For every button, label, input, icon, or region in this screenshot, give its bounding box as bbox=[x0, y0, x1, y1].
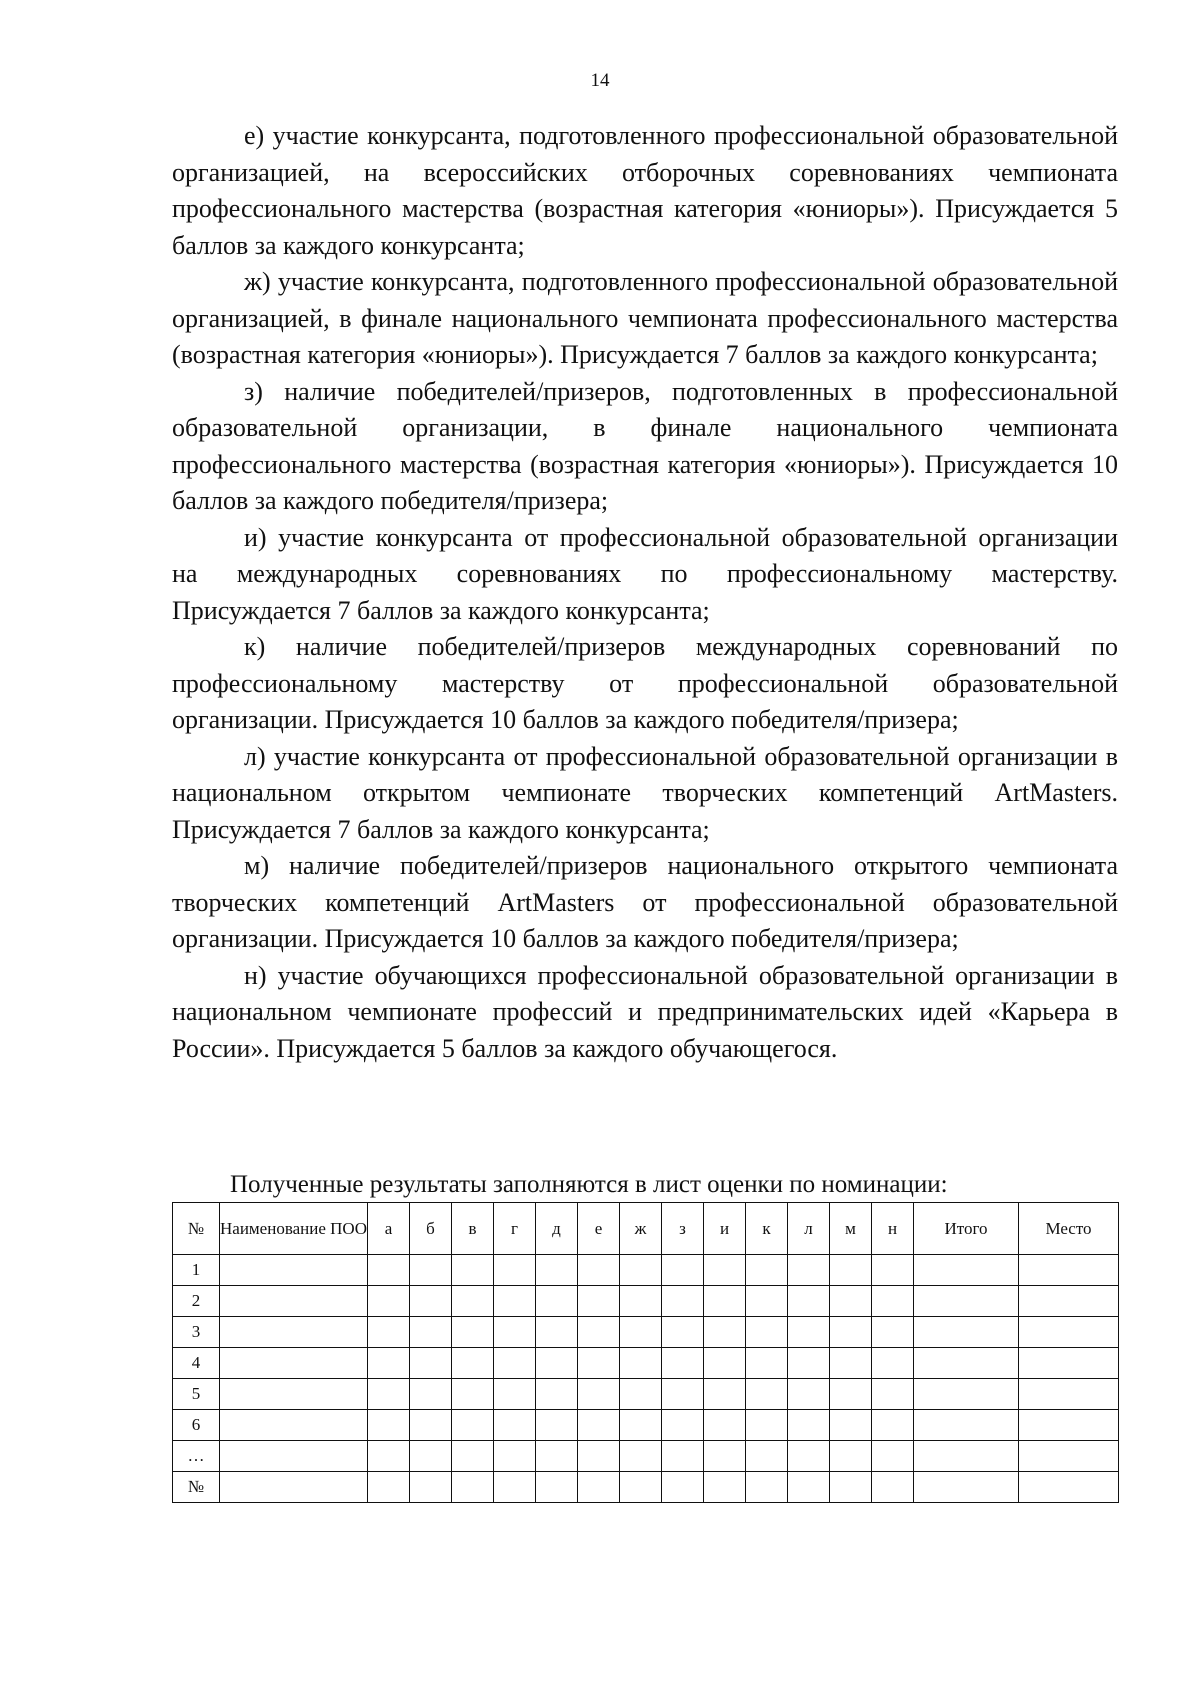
empty-score-cell bbox=[620, 1441, 662, 1472]
empty-score-cell bbox=[914, 1410, 1019, 1441]
empty-score-cell bbox=[536, 1472, 578, 1503]
empty-score-cell bbox=[536, 1441, 578, 1472]
empty-score-cell bbox=[914, 1348, 1019, 1379]
empty-score-cell bbox=[536, 1379, 578, 1410]
empty-score-cell bbox=[620, 1286, 662, 1317]
empty-score-cell bbox=[620, 1410, 662, 1441]
empty-score-cell bbox=[746, 1472, 788, 1503]
empty-score-cell bbox=[1019, 1472, 1119, 1503]
empty-score-cell bbox=[220, 1410, 368, 1441]
table-row bbox=[173, 1348, 1119, 1379]
empty-score-cell bbox=[830, 1286, 872, 1317]
empty-score-cell bbox=[704, 1379, 746, 1410]
header-m: м bbox=[830, 1203, 872, 1255]
page-number: 14 bbox=[590, 70, 610, 91]
empty-score-cell bbox=[872, 1379, 914, 1410]
header-place: Место bbox=[1019, 1203, 1119, 1255]
empty-score-cell bbox=[620, 1379, 662, 1410]
header-d: д bbox=[536, 1203, 578, 1255]
table-row bbox=[173, 1472, 1119, 1503]
empty-score-cell bbox=[830, 1255, 872, 1286]
empty-score-cell bbox=[788, 1348, 830, 1379]
empty-score-cell bbox=[872, 1348, 914, 1379]
empty-score-cell bbox=[872, 1317, 914, 1348]
document-body bbox=[172, 118, 1118, 1067]
table-row bbox=[173, 1441, 1119, 1472]
empty-score-cell bbox=[620, 1348, 662, 1379]
empty-score-cell bbox=[494, 1317, 536, 1348]
row-number-cell: … bbox=[173, 1441, 220, 1472]
row-number-cell: 3 bbox=[173, 1317, 220, 1348]
empty-score-cell bbox=[410, 1441, 452, 1472]
empty-score-cell bbox=[704, 1317, 746, 1348]
empty-score-cell bbox=[536, 1348, 578, 1379]
empty-score-cell bbox=[1019, 1317, 1119, 1348]
empty-score-cell bbox=[704, 1441, 746, 1472]
empty-score-cell bbox=[914, 1441, 1019, 1472]
header-poo-name: Наименование ПОО bbox=[220, 1203, 368, 1255]
empty-score-cell bbox=[452, 1255, 494, 1286]
empty-score-cell bbox=[368, 1441, 410, 1472]
empty-score-cell bbox=[830, 1317, 872, 1348]
table-row bbox=[173, 1255, 1119, 1286]
empty-score-cell bbox=[410, 1286, 452, 1317]
empty-score-cell bbox=[368, 1410, 410, 1441]
paragraph-e: е) участие конкурсанта, подготовленного профессиональной образовательной организацией, на всероссийских отборочных соревнованиях чемпионата профессионального мастерства (возрастная категория «юниоры»). Присуждается 5 баллов за каждого конкурсанта; bbox=[172, 121, 1118, 260]
empty-score-cell bbox=[1019, 1410, 1119, 1441]
empty-score-cell bbox=[536, 1410, 578, 1441]
row-number-cell: 5 bbox=[173, 1379, 220, 1410]
empty-score-cell bbox=[578, 1472, 620, 1503]
empty-score-cell bbox=[704, 1286, 746, 1317]
empty-score-cell bbox=[494, 1410, 536, 1441]
table-header-row bbox=[173, 1203, 1119, 1255]
empty-score-cell bbox=[662, 1410, 704, 1441]
empty-score-cell bbox=[830, 1379, 872, 1410]
empty-score-cell bbox=[830, 1441, 872, 1472]
empty-score-cell bbox=[494, 1286, 536, 1317]
empty-score-cell bbox=[662, 1441, 704, 1472]
empty-score-cell bbox=[872, 1255, 914, 1286]
empty-score-cell bbox=[620, 1472, 662, 1503]
paragraph-l: л) участие конкурсанта от профессиональной образовательной организации в национальном открытом чемпионате творческих компетенций ArtMasters. Присуждается 7 баллов за каждого конкурсанта; bbox=[172, 741, 1118, 844]
paragraph-m: м) наличие победителей/призеров национального открытого чемпионата творческих компетенций ArtMasters от профессиональной образовательной организации. Присуждается 10 баллов за каждого победителя/призера; bbox=[172, 851, 1118, 953]
header-b: б bbox=[410, 1203, 452, 1255]
empty-score-cell bbox=[788, 1255, 830, 1286]
empty-score-cell bbox=[220, 1317, 368, 1348]
empty-score-cell bbox=[914, 1379, 1019, 1410]
table-row bbox=[173, 1317, 1119, 1348]
empty-score-cell bbox=[746, 1286, 788, 1317]
empty-score-cell bbox=[704, 1348, 746, 1379]
empty-score-cell bbox=[578, 1255, 620, 1286]
header-g: г bbox=[494, 1203, 536, 1255]
empty-score-cell bbox=[788, 1317, 830, 1348]
empty-score-cell bbox=[746, 1410, 788, 1441]
paragraph-k: к) наличие победителей/призеров международных соревнований по профессиональному мастерству от профессиональной образовательной организации. Присуждается 10 баллов за каждого победителя/призера; bbox=[172, 632, 1118, 734]
header-n: н bbox=[872, 1203, 914, 1255]
empty-score-cell bbox=[368, 1472, 410, 1503]
empty-score-cell bbox=[578, 1348, 620, 1379]
empty-score-cell bbox=[914, 1286, 1019, 1317]
empty-score-cell bbox=[914, 1255, 1019, 1286]
empty-score-cell bbox=[452, 1410, 494, 1441]
empty-score-cell bbox=[788, 1379, 830, 1410]
table-row bbox=[173, 1379, 1119, 1410]
empty-score-cell bbox=[578, 1441, 620, 1472]
empty-score-cell bbox=[662, 1286, 704, 1317]
empty-score-cell bbox=[746, 1379, 788, 1410]
empty-score-cell bbox=[368, 1379, 410, 1410]
empty-score-cell bbox=[536, 1255, 578, 1286]
header-k: к bbox=[746, 1203, 788, 1255]
empty-score-cell bbox=[410, 1472, 452, 1503]
empty-score-cell bbox=[662, 1255, 704, 1286]
empty-score-cell bbox=[410, 1348, 452, 1379]
empty-score-cell bbox=[1019, 1379, 1119, 1410]
empty-score-cell bbox=[220, 1286, 368, 1317]
empty-score-cell bbox=[410, 1410, 452, 1441]
table-row bbox=[173, 1286, 1119, 1317]
header-number: № bbox=[173, 1203, 220, 1255]
empty-score-cell bbox=[220, 1441, 368, 1472]
empty-score-cell bbox=[368, 1317, 410, 1348]
empty-score-cell bbox=[620, 1255, 662, 1286]
empty-score-cell bbox=[788, 1286, 830, 1317]
empty-score-cell bbox=[536, 1286, 578, 1317]
empty-score-cell bbox=[452, 1379, 494, 1410]
empty-score-cell bbox=[746, 1317, 788, 1348]
empty-score-cell bbox=[494, 1472, 536, 1503]
empty-score-cell bbox=[620, 1317, 662, 1348]
empty-score-cell bbox=[368, 1286, 410, 1317]
table-caption: Полученные результаты заполняются в лист оценки по номинации: bbox=[230, 1171, 948, 1198]
row-number-cell: 6 bbox=[173, 1410, 220, 1441]
empty-score-cell bbox=[662, 1472, 704, 1503]
empty-score-cell bbox=[220, 1379, 368, 1410]
paragraph-n: н) участие обучающихся профессиональной образовательной организации в национальном чемпионате профессий и предпринимательских идей «Карьера в России». Присуждается 5 баллов за каждого обучающегося. bbox=[172, 960, 1118, 1063]
header-l: л bbox=[788, 1203, 830, 1255]
empty-score-cell bbox=[1019, 1348, 1119, 1379]
header-zh: ж bbox=[620, 1203, 662, 1255]
empty-score-cell bbox=[220, 1348, 368, 1379]
empty-score-cell bbox=[452, 1348, 494, 1379]
empty-score-cell bbox=[872, 1286, 914, 1317]
row-number-cell: 4 bbox=[173, 1348, 220, 1379]
empty-score-cell bbox=[578, 1379, 620, 1410]
empty-score-cell bbox=[452, 1317, 494, 1348]
table-body bbox=[173, 1255, 1119, 1503]
row-number-cell: 2 bbox=[173, 1286, 220, 1317]
empty-score-cell bbox=[914, 1472, 1019, 1503]
empty-score-cell bbox=[1019, 1286, 1119, 1317]
row-number-cell: № bbox=[173, 1472, 220, 1503]
empty-score-cell bbox=[578, 1317, 620, 1348]
empty-score-cell bbox=[494, 1348, 536, 1379]
empty-score-cell bbox=[536, 1317, 578, 1348]
empty-score-cell bbox=[788, 1410, 830, 1441]
empty-score-cell bbox=[788, 1441, 830, 1472]
empty-score-cell bbox=[662, 1348, 704, 1379]
header-e: е bbox=[578, 1203, 620, 1255]
empty-score-cell bbox=[830, 1472, 872, 1503]
empty-score-cell bbox=[452, 1441, 494, 1472]
header-z: з bbox=[662, 1203, 704, 1255]
empty-score-cell bbox=[1019, 1255, 1119, 1286]
row-number-cell: 1 bbox=[173, 1255, 220, 1286]
empty-score-cell bbox=[410, 1317, 452, 1348]
empty-score-cell bbox=[662, 1317, 704, 1348]
empty-score-cell bbox=[452, 1472, 494, 1503]
empty-score-cell bbox=[368, 1348, 410, 1379]
empty-score-cell bbox=[704, 1472, 746, 1503]
paragraph-zh: ж) участие конкурсанта, подготовленного профессиональной образовательной организацией, в финале национального чемпионата профессионального мастерства (возрастная категория «юниоры»). Присуждается 7 баллов за каждого конкурсанта; bbox=[172, 267, 1118, 369]
header-v: в bbox=[452, 1203, 494, 1255]
empty-score-cell bbox=[410, 1255, 452, 1286]
empty-score-cell bbox=[494, 1379, 536, 1410]
empty-score-cell bbox=[578, 1286, 620, 1317]
empty-score-cell bbox=[830, 1410, 872, 1441]
evaluation-table bbox=[172, 1202, 1119, 1503]
empty-score-cell bbox=[220, 1472, 368, 1503]
empty-score-cell bbox=[872, 1441, 914, 1472]
empty-score-cell bbox=[746, 1255, 788, 1286]
empty-score-cell bbox=[494, 1441, 536, 1472]
empty-score-cell bbox=[220, 1255, 368, 1286]
empty-score-cell bbox=[788, 1472, 830, 1503]
empty-score-cell bbox=[704, 1255, 746, 1286]
table-row bbox=[173, 1410, 1119, 1441]
empty-score-cell bbox=[662, 1379, 704, 1410]
empty-score-cell bbox=[1019, 1441, 1119, 1472]
header-a: а bbox=[368, 1203, 410, 1255]
empty-score-cell bbox=[494, 1255, 536, 1286]
empty-score-cell bbox=[578, 1410, 620, 1441]
empty-score-cell bbox=[368, 1255, 410, 1286]
empty-score-cell bbox=[704, 1410, 746, 1441]
empty-score-cell bbox=[746, 1441, 788, 1472]
header-i: и bbox=[704, 1203, 746, 1255]
paragraph-z: з) наличие победителей/призеров, подготовленных в профессиональной образовательной организации, в финале национального чемпионата профессионального мастерства (возрастная категория «юниоры»). Присуждается 10 баллов за каждого победителя/призера; bbox=[172, 376, 1118, 515]
empty-score-cell bbox=[872, 1410, 914, 1441]
empty-score-cell bbox=[830, 1348, 872, 1379]
header-total: Итого bbox=[914, 1203, 1019, 1255]
empty-score-cell bbox=[872, 1472, 914, 1503]
empty-score-cell bbox=[746, 1348, 788, 1379]
empty-score-cell bbox=[410, 1379, 452, 1410]
empty-score-cell bbox=[452, 1286, 494, 1317]
paragraph-i: и) участие конкурсанта от профессиональной образовательной организации на международных соревнованиях по профессиональному мастерству. Присуждается 7 баллов за каждого конкурсанта; bbox=[172, 522, 1118, 625]
empty-score-cell bbox=[914, 1317, 1019, 1348]
